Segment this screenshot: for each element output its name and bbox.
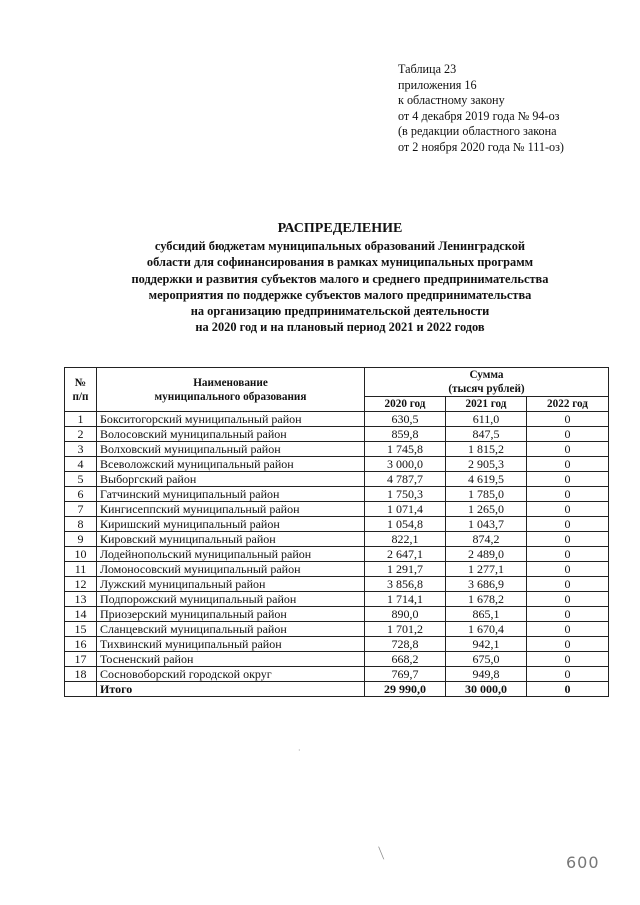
header-sum-line2: (тысяч рублей): [448, 383, 525, 395]
row-value-2021: 2 905,3: [446, 457, 527, 472]
row-municipality: Кировский муниципальный район: [97, 532, 365, 547]
row-value-2021: 865,1: [446, 607, 527, 622]
row-number: 15: [65, 622, 97, 637]
row-value-2021: 1 678,2: [446, 592, 527, 607]
row-value-2020: 822,1: [365, 532, 446, 547]
row-value-2021: 1 815,2: [446, 442, 527, 457]
total-row: [65, 682, 609, 697]
stray-stroke: ⟍: [373, 844, 389, 864]
page-number-mark: 600: [566, 853, 600, 872]
table-row: [65, 637, 609, 652]
row-value-2022: 0: [527, 652, 609, 667]
table-row: [65, 517, 609, 532]
row-municipality: Волосовский муниципальный район: [97, 427, 365, 442]
row-municipality: Выборгский район: [97, 472, 365, 487]
table-row: [65, 532, 609, 547]
row-value-2022: 0: [527, 637, 609, 652]
row-value-2020: 1 291,7: [365, 562, 446, 577]
title-line: на 2020 год и на плановый период 2021 и 2022 годов: [195, 320, 485, 335]
row-municipality: Лодейнопольский муниципальный район: [97, 547, 365, 562]
row-number: 8: [65, 517, 97, 532]
header-number: [65, 368, 97, 412]
row-municipality: Сланцевский муниципальный район: [97, 622, 365, 637]
row-value-2020: 4 787,7: [365, 472, 446, 487]
row-value-2022: 0: [527, 562, 609, 577]
row-value-2021: 1 043,7: [446, 517, 527, 532]
row-municipality: Ломоносовский муниципальный район: [97, 562, 365, 577]
row-municipality: Подпорожский муниципальный район: [97, 592, 365, 607]
header-year-2021: 2021 год: [446, 397, 527, 412]
row-number: 6: [65, 487, 97, 502]
row-number: 2: [65, 427, 97, 442]
row-value-2022: 0: [527, 517, 609, 532]
row-number: 9: [65, 532, 97, 547]
row-municipality: Гатчинский муниципальный район: [97, 487, 365, 502]
document-header-note: [398, 62, 564, 156]
row-number: 13: [65, 592, 97, 607]
row-number: 17: [65, 652, 97, 667]
row-value-2020: 3 856,8: [365, 577, 446, 592]
header-note-line: (в редакции областного закона: [398, 124, 557, 139]
table-row: [65, 607, 609, 622]
table-row: [65, 652, 609, 667]
header-year-2020: 2020 год: [365, 397, 446, 412]
row-value-2020: 1 750,3: [365, 487, 446, 502]
row-municipality: Лужский муниципальный район: [97, 577, 365, 592]
header-note-line: к областному закону: [398, 93, 505, 108]
row-value-2020: 769,7: [365, 667, 446, 682]
row-value-2021: 1 670,4: [446, 622, 527, 637]
row-municipality: Сосновоборский городской округ: [97, 667, 365, 682]
stray-dot: ·: [298, 746, 301, 755]
row-value-2021: 4 619,5: [446, 472, 527, 487]
row-value-2020: 1 714,1: [365, 592, 446, 607]
row-value-2021: 942,1: [446, 637, 527, 652]
header-municipality-line2: муниципального образования: [154, 390, 307, 403]
table-row: [65, 487, 609, 502]
table-row: [65, 622, 609, 637]
table-body: [65, 412, 609, 682]
row-value-2022: 0: [527, 667, 609, 682]
row-value-2020: 859,8: [365, 427, 446, 442]
total-2021: 30 000,0: [446, 682, 527, 697]
header-sum: [365, 368, 609, 397]
row-value-2020: 1 071,4: [365, 502, 446, 517]
row-value-2020: 3 000,0: [365, 457, 446, 472]
header-note-line: от 4 декабря 2019 года № 94-оз: [398, 108, 560, 123]
row-municipality: Бокситогорский муниципальный район: [97, 412, 365, 427]
row-number: 1: [65, 412, 97, 427]
header-note-line: приложения 16: [398, 77, 477, 92]
title-line: мероприятия по поддержке субъектов малого предпринимательства: [148, 287, 532, 302]
title-line: области для софинансирования в рамках муниципальных программ: [146, 255, 534, 270]
row-value-2021: 1 265,0: [446, 502, 527, 517]
table-row: [65, 427, 609, 442]
row-value-2022: 0: [527, 592, 609, 607]
table-row: [65, 667, 609, 682]
header-note-line: от 2 ноября 2020 года № 111-оз): [398, 139, 564, 154]
row-number: 11: [65, 562, 97, 577]
row-value-2020: 728,8: [365, 637, 446, 652]
title-line: поддержки и развития субъектов малого и среднего предпринимательства: [131, 271, 549, 286]
row-value-2020: 1 745,8: [365, 442, 446, 457]
row-municipality: Киришский муниципальный район: [97, 517, 365, 532]
row-number: 12: [65, 577, 97, 592]
table-row: [65, 442, 609, 457]
table-row: [65, 457, 609, 472]
row-municipality: Приозерский муниципальный район: [97, 607, 365, 622]
header-year-2022: 2022 год: [527, 397, 609, 412]
row-number: 18: [65, 667, 97, 682]
total-number-cell: [65, 682, 97, 697]
row-value-2022: 0: [527, 427, 609, 442]
header-note-line: Таблица 23: [398, 62, 457, 76]
table-row: [65, 547, 609, 562]
row-number: 14: [65, 607, 97, 622]
row-value-2022: 0: [527, 412, 609, 427]
row-value-2022: 0: [527, 547, 609, 562]
row-value-2021: 1 277,1: [446, 562, 527, 577]
row-number: 16: [65, 637, 97, 652]
row-value-2022: 0: [527, 472, 609, 487]
row-value-2021: 3 686,9: [446, 577, 527, 592]
header-number-line2: п/п: [72, 390, 89, 403]
row-value-2021: 847,5: [446, 427, 527, 442]
table-row: [65, 472, 609, 487]
title-line: субсидий бюджетам муниципальных образований Ленинградской: [154, 239, 526, 253]
header-number-line1: №: [74, 376, 87, 389]
row-value-2022: 0: [527, 457, 609, 472]
row-value-2020: 668,2: [365, 652, 446, 667]
total-label: Итого: [97, 682, 365, 697]
row-municipality: Всеволожский муниципальный район: [97, 457, 365, 472]
row-number: 5: [65, 472, 97, 487]
row-municipality: Волховский муниципальный район: [97, 442, 365, 457]
table-row: [65, 412, 609, 427]
subsidy-table: [64, 367, 609, 697]
title-line: на организацию предпринимательской деятельности: [190, 304, 490, 319]
row-value-2021: 949,8: [446, 667, 527, 682]
row-value-2021: 2 489,0: [446, 547, 527, 562]
table-row: [65, 577, 609, 592]
row-value-2020: 630,5: [365, 412, 446, 427]
row-municipality: Тосненский район: [97, 652, 365, 667]
total-2020: 29 990,0: [365, 682, 446, 697]
header-sum-line1: Сумма: [469, 369, 504, 381]
row-number: 3: [65, 442, 97, 457]
row-value-2020: 1 054,8: [365, 517, 446, 532]
document-title-block: [60, 220, 620, 336]
row-number: 7: [65, 502, 97, 517]
row-value-2020: 2 647,1: [365, 547, 446, 562]
row-value-2021: 611,0: [446, 412, 527, 427]
total-2022: 0: [527, 682, 609, 697]
table-row: [65, 562, 609, 577]
row-value-2022: 0: [527, 607, 609, 622]
row-value-2020: 890,0: [365, 607, 446, 622]
row-municipality: Кингисеппский муниципальный район: [97, 502, 365, 517]
row-number: 10: [65, 547, 97, 562]
table-row: [65, 592, 609, 607]
row-value-2020: 1 701,2: [365, 622, 446, 637]
document-title: РАСПРЕДЕЛЕНИЕ: [277, 221, 403, 236]
row-value-2021: 1 785,0: [446, 487, 527, 502]
row-number: 4: [65, 457, 97, 472]
row-municipality: Тихвинский муниципальный район: [97, 637, 365, 652]
row-value-2022: 0: [527, 442, 609, 457]
header-municipality-line1: Наименование: [193, 376, 268, 389]
row-value-2022: 0: [527, 622, 609, 637]
header-municipality: [97, 368, 365, 412]
row-value-2022: 0: [527, 487, 609, 502]
row-value-2021: 874,2: [446, 532, 527, 547]
row-value-2022: 0: [527, 502, 609, 517]
row-value-2022: 0: [527, 577, 609, 592]
row-value-2022: 0: [527, 532, 609, 547]
table-row: [65, 502, 609, 517]
row-value-2021: 675,0: [446, 652, 527, 667]
